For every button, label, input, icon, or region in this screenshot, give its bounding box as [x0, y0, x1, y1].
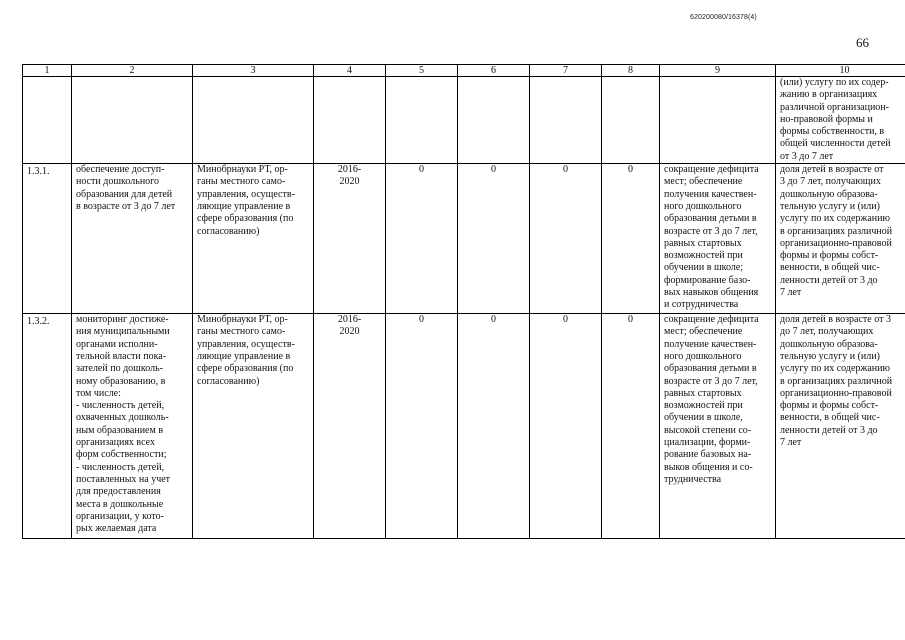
text-line: ганы местного само-: [197, 176, 286, 188]
text-line: сокращение дефицита: [664, 164, 759, 176]
text-line: организациях всех: [76, 437, 155, 449]
text-line: в организациях различной: [780, 375, 893, 387]
value-col-8: 0: [602, 164, 660, 314]
text-line: организации, у кото-: [76, 510, 164, 522]
text-line: согласованию): [197, 375, 260, 387]
text-line: ляющие управление в: [197, 200, 291, 212]
text-line: сфере образования (по: [197, 363, 294, 375]
text-line: выков общения и со-: [664, 461, 753, 473]
text-line: 2020: [339, 176, 360, 188]
text-line: ляющие управление в: [197, 350, 291, 362]
text-line: образования детьми в: [664, 213, 757, 225]
text-line: (или) услугу по их содер-: [780, 77, 889, 88]
text-line: согласованию): [197, 225, 260, 237]
text-line: доля детей в возрасте от: [780, 164, 884, 176]
text-line: обучении в школе,: [664, 412, 743, 424]
text-line: организационно-правовой: [780, 237, 892, 249]
text-line: - численность детей,: [76, 461, 165, 473]
executor-text: [193, 164, 314, 314]
text-line: циализации, форми-: [664, 437, 751, 449]
text-line: для предоставления: [76, 486, 161, 498]
text-line: обучении в школе;: [664, 262, 744, 274]
text-line: различной организацион-: [780, 101, 889, 113]
column-number-9: 9: [660, 65, 776, 77]
text-line: ности дошкольного: [76, 176, 160, 188]
activity-text: [72, 314, 193, 539]
continuation-row: [23, 77, 905, 164]
cell-continuation-8: [602, 77, 660, 164]
text-line: места в дошкольные: [76, 498, 164, 510]
cell-continuation-6: [458, 77, 530, 164]
text-line: общей численности детей: [780, 138, 891, 150]
text-line: ному образованию, в: [76, 375, 166, 387]
text-line: от 3 до 7 лет: [780, 150, 834, 162]
text-line: мест; обеспечение: [664, 176, 743, 188]
text-line: возрасте от 3 до 7 лет,: [664, 225, 758, 237]
period-text: [314, 314, 386, 539]
text-line: форм собственности;: [76, 449, 167, 461]
text-line: тельную услугу и (или): [780, 350, 880, 362]
column-number-8: 8: [602, 65, 660, 77]
value-col-6: 0: [458, 164, 530, 314]
text-line: том числе:: [76, 387, 121, 399]
text-line: формы собственности, в: [780, 126, 885, 138]
text-line: получения качествен-: [664, 188, 757, 200]
column-number-5: 5: [386, 65, 458, 77]
period-text: [314, 164, 386, 314]
text-line: образования детьми в: [664, 363, 757, 375]
text-line: в организациях различной: [780, 225, 893, 237]
page-number: 66: [856, 35, 869, 50]
cell-continuation-3: [193, 77, 314, 164]
program-activities-table: [22, 64, 905, 539]
text-line: ганы местного само-: [197, 326, 286, 338]
cell-continuation-9: [660, 77, 776, 164]
text-line: 2016-: [337, 164, 362, 176]
text-line: сфере образования (по: [197, 213, 294, 225]
text-line: услугу по их содержанию: [780, 363, 890, 375]
text-line: равных стартовых: [664, 387, 742, 399]
text-line: мест; обеспечение: [664, 326, 743, 338]
value-col-6: 0: [458, 314, 530, 539]
column-number-7: 7: [530, 65, 602, 77]
text-line: высокой степени со-: [664, 424, 752, 436]
text-line: органами исполни-: [76, 338, 158, 350]
expected-result-text: [660, 164, 776, 314]
text-line: и сотрудничества: [664, 299, 739, 311]
text-line: поставленных на учет: [76, 473, 171, 485]
cell-continuation-7: [530, 77, 602, 164]
text-line: услугу по их содержанию: [780, 213, 890, 225]
text-line: 7 лет: [780, 437, 802, 449]
document-code: 620200080/16378(4): [690, 14, 757, 21]
value-col-7: 0: [530, 164, 602, 314]
text-line: 3 до 7 лет, получающих: [780, 176, 881, 188]
text-line: Минобрнауки РТ, ор-: [197, 164, 288, 176]
text-line: получение качествен-: [664, 338, 757, 350]
column-number-2: 2: [72, 65, 193, 77]
text-line: 2016-: [337, 314, 362, 326]
text-line: формирование базо-: [664, 274, 751, 286]
text-line: сокращение дефицита: [664, 314, 759, 326]
text-line: ния муниципальными: [76, 326, 170, 338]
cell-continuation-1: [23, 77, 72, 164]
text-line: но-правовой формы и: [780, 113, 873, 125]
text-line: равных стартовых: [664, 237, 742, 249]
value-col-5: 0: [386, 164, 458, 314]
table-row-1-3-2: [23, 314, 905, 539]
column-number-row: [23, 65, 905, 77]
text-line: управления, осуществ-: [197, 338, 295, 350]
text-line: охваченных дошколь-: [76, 412, 169, 424]
row-number: 1.3.1.: [23, 164, 72, 314]
text-line: рых желаемая дата: [76, 523, 157, 535]
cell-continuation-2: [72, 77, 193, 164]
expected-result-text: [660, 314, 776, 539]
text-line: ным образованием в: [76, 424, 164, 436]
table-row-1-3-1: [23, 164, 905, 314]
indicator-text: [776, 314, 905, 539]
text-line: до 7 лет, получающих: [780, 326, 874, 338]
text-line: дошкольную образова-: [780, 338, 878, 350]
text-line: управления, осуществ-: [197, 188, 295, 200]
column-number-3: 3: [193, 65, 314, 77]
text-line: 2020: [339, 326, 360, 338]
column-number-6: 6: [458, 65, 530, 77]
text-line: вых навыков общения: [664, 287, 759, 299]
text-line: возможностей при: [664, 400, 743, 412]
text-line: зателей по дошколь-: [76, 363, 163, 375]
text-line: возрасте от 3 до 7 лет,: [664, 375, 758, 387]
value-col-8: 0: [602, 314, 660, 539]
value-col-7: 0: [530, 314, 602, 539]
text-line: - численность детей,: [76, 400, 165, 412]
cell-continuation-5: [386, 77, 458, 164]
row-number: 1.3.2.: [23, 314, 72, 539]
column-number-10: 10: [776, 65, 905, 77]
text-line: 7 лет: [780, 287, 802, 299]
text-line: обеспечение доступ-: [76, 164, 165, 176]
text-line: трудничества: [664, 473, 722, 485]
text-line: формы и формы собст-: [780, 250, 879, 262]
text-line: мониторинг достиже-: [76, 314, 169, 326]
column-number-1: 1: [23, 65, 72, 77]
indicator-text: [776, 164, 905, 314]
activity-text: [72, 164, 193, 314]
value-col-5: 0: [386, 314, 458, 539]
executor-text: [193, 314, 314, 539]
column-number-4: 4: [314, 65, 386, 77]
text-line: ленности детей от 3 до: [780, 424, 878, 436]
text-line: образования для детей: [76, 188, 173, 200]
text-line: доля детей в возрасте от 3: [780, 314, 891, 326]
text-line: венности, в общей чис-: [780, 412, 880, 424]
text-line: тельную услугу и (или): [780, 200, 880, 212]
cell-continuation-indicator: [776, 77, 905, 164]
text-line: ленности детей от 3 до: [780, 274, 878, 286]
text-line: организационно-правовой: [780, 387, 892, 399]
text-line: рование базовых на-: [664, 449, 752, 461]
text-line: формы и формы собст-: [780, 400, 879, 412]
cell-continuation-4: [314, 77, 386, 164]
text-line: ного дошкольного: [664, 350, 742, 362]
text-line: жанию в организациях: [780, 89, 878, 101]
text-line: возможностей при: [664, 250, 743, 262]
text-line: тельной власти пока-: [76, 350, 167, 362]
text-line: венности, в общей чис-: [780, 262, 880, 274]
text-line: Минобрнауки РТ, ор-: [197, 314, 288, 326]
text-line: в возрасте от 3 до 7 лет: [76, 200, 176, 212]
text-line: дошкольную образова-: [780, 188, 878, 200]
text-line: ного дошкольного: [664, 200, 742, 212]
